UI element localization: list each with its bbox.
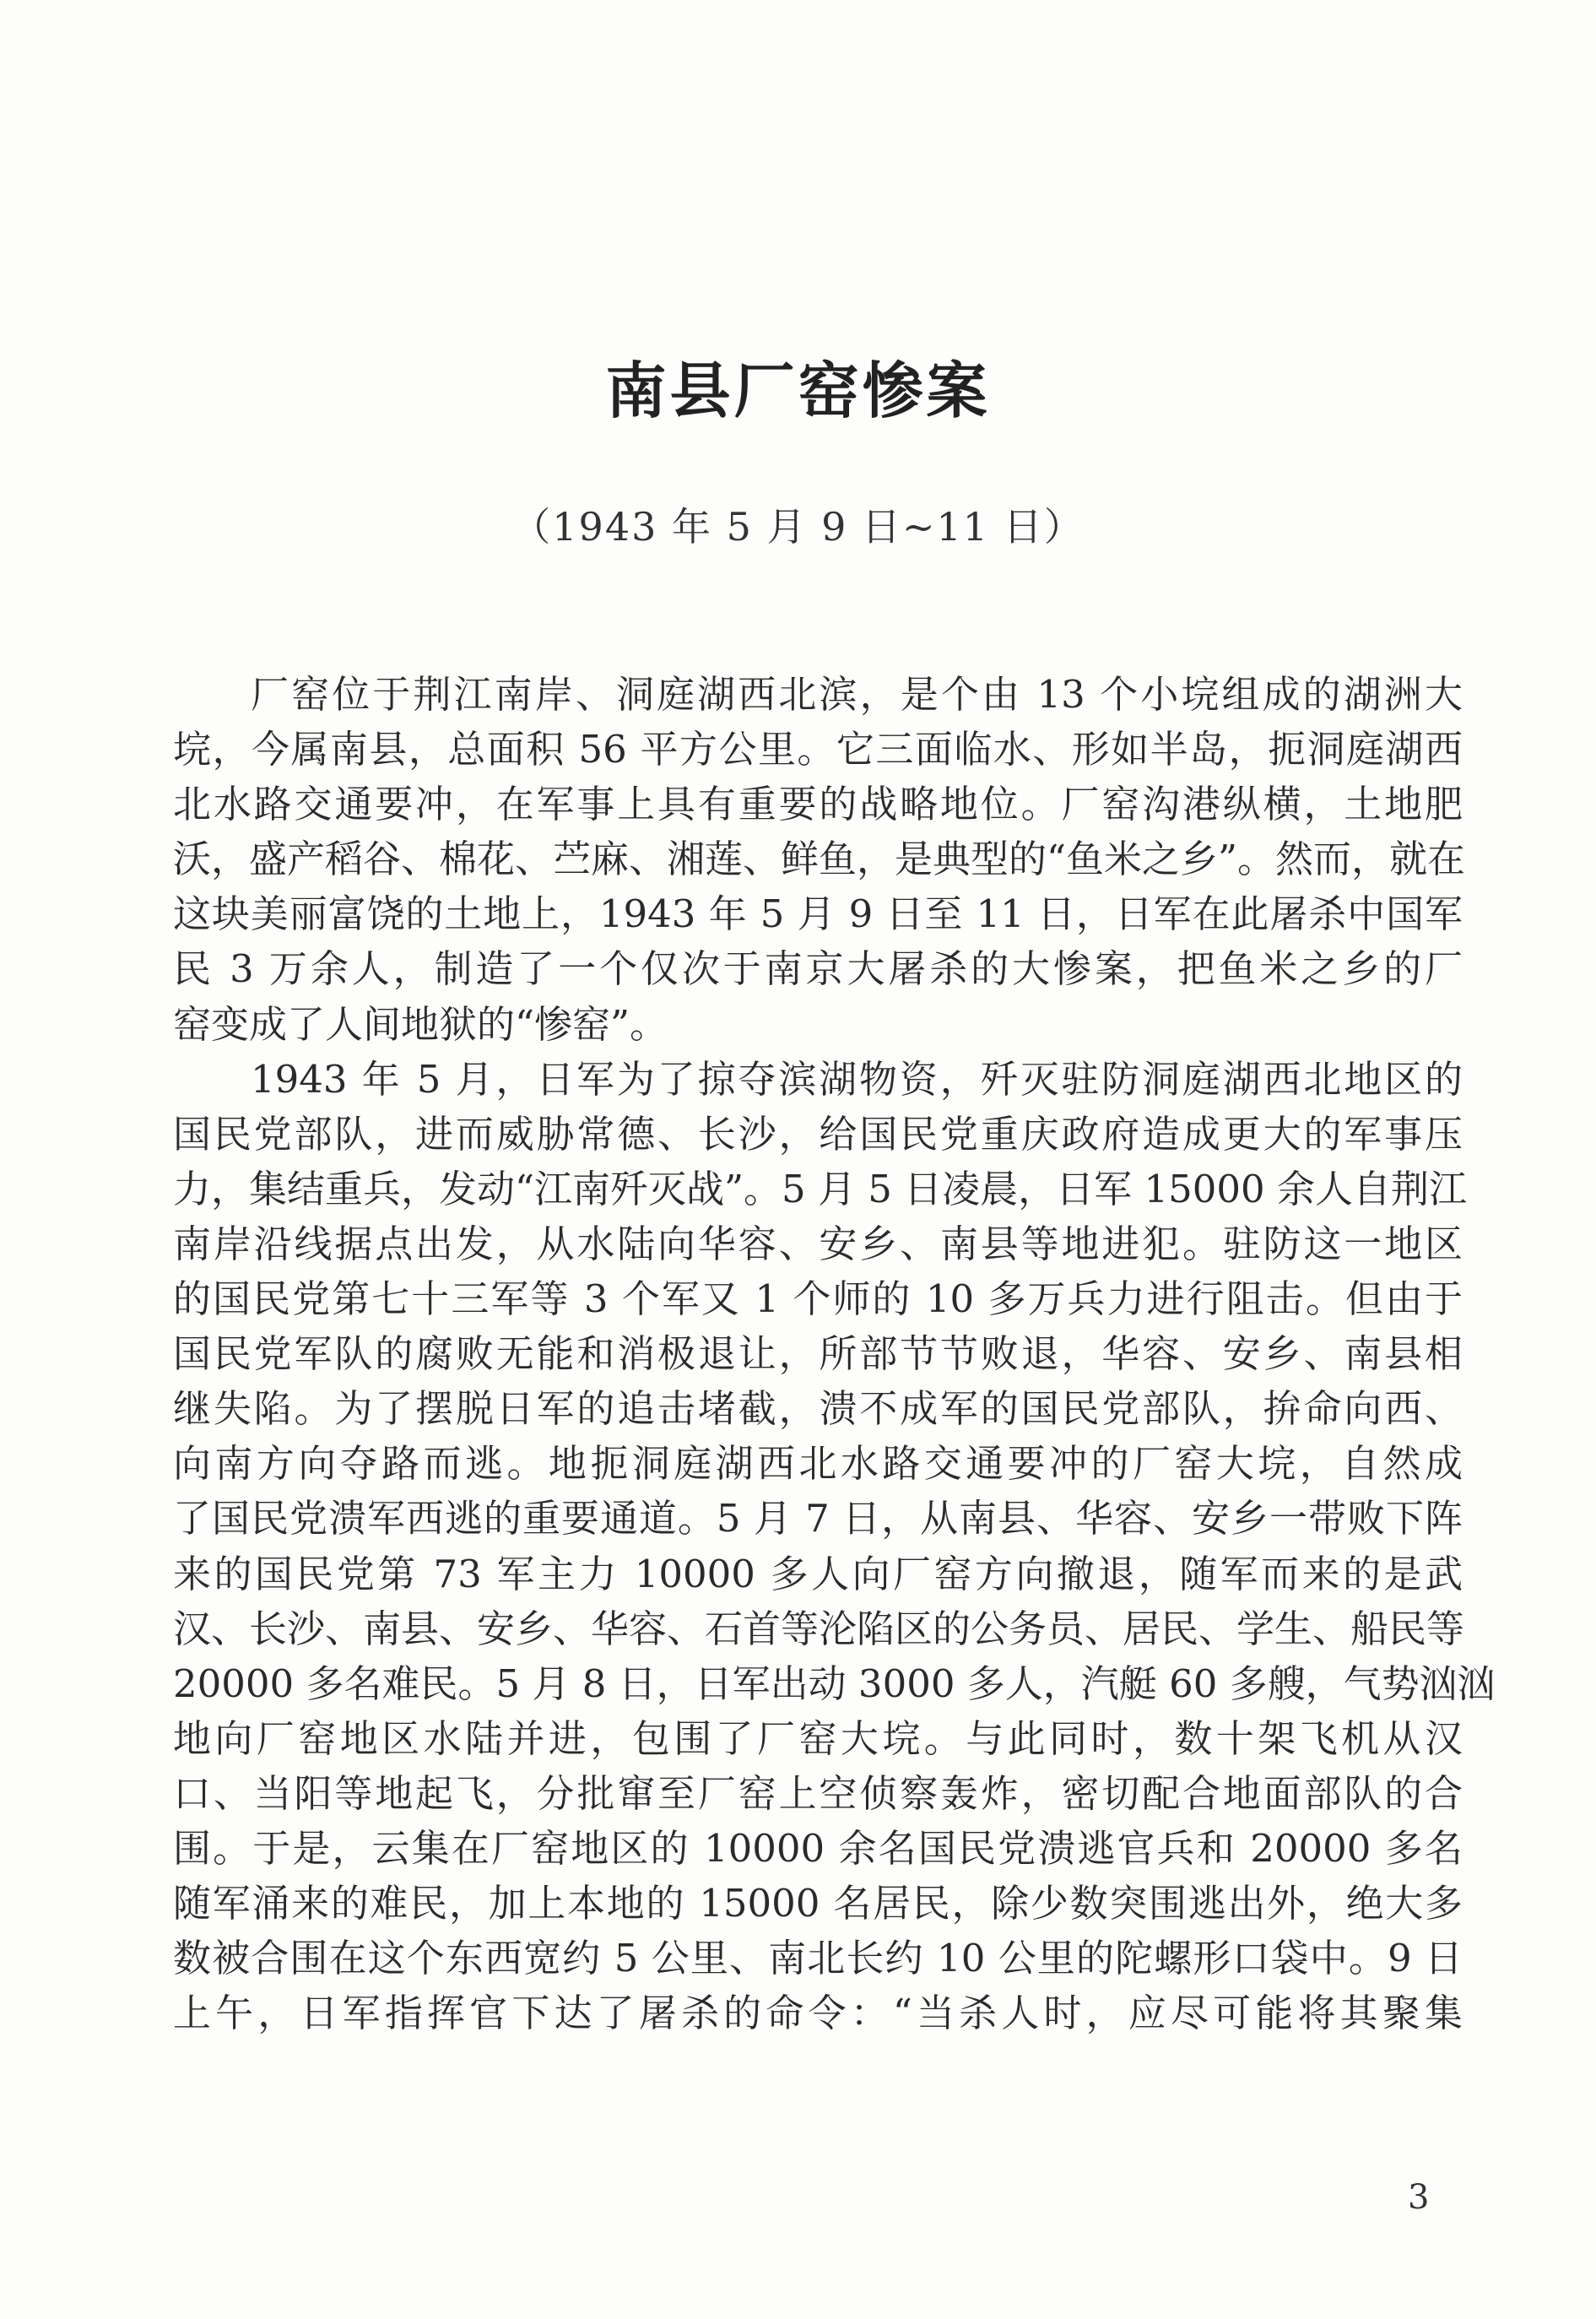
text-line: 了国民党溃军西逃的重要通道。5 月 7 日，从南县、华容、安乡一带败下阵	[173, 1496, 1463, 1541]
text-line: 数被合围在这个东西宽约 5 公里、南北长约 10 公里的陀螺形口袋中。9 日	[173, 1936, 1463, 1981]
page-title: 南县厂窑惨案	[605, 355, 991, 426]
text-line: 力，集结重兵，发动“江南歼灭战”。5 月 5 日凌晨，日军 15000 余人自荆江	[173, 1166, 1467, 1211]
text-line: 国民党部队，进而威胁常德、长沙，给国民党重庆政府造成更大的军事压	[173, 1111, 1463, 1157]
text-line: 随军涌来的难民，加上本地的 15000 名居民，除少数突围逃出外，绝大多	[173, 1881, 1463, 1926]
text-line: 沃，盛产稻谷、棉花、苎麻、湘莲、鲜鱼，是典型的“鱼米之乡”。然而，就在	[173, 837, 1466, 882]
text-line: 上午，日军指挥官下达了屠杀的命令：“当杀人时，应尽可能将其聚集	[173, 1991, 1463, 2036]
text-line: 的国民党第七十三军等 3 个军又 1 个师的 10 多万兵力进行阻击。但由于	[173, 1276, 1463, 1322]
text-line: 北水路交通要冲，在军事上具有重要的战略地位。厂窑沟港纵横，土地肥	[173, 782, 1463, 827]
text-line: 来的国民党第 73 军主力 10000 多人向厂窑方向撤退，随军而来的是武	[173, 1551, 1463, 1596]
text-line: 垸，今属南县，总面积 56 平方公里。它三面临水、形如半岛，扼洞庭湖西	[173, 727, 1463, 772]
date-subtitle: （1943 年 5 月 9 日~11 日）	[511, 504, 1085, 550]
text-line: 汉、长沙、南县、安乡、华容、石首等沦陷区的公务员、居民、学生、船民等	[173, 1606, 1465, 1651]
paragraph	[173, 667, 1466, 1052]
text-line: 围。于是，云集在厂窑地区的 10000 余名国民党溃逃官兵和 20000 多名	[173, 1825, 1463, 1871]
text-line: 1943 年 5 月，日军为了掠夺滨湖物资，歼灭驻防洞庭湖西北地区的	[251, 1056, 1463, 1102]
text-line: 20000 多名难民。5 月 8 日，日军出动 3000 多人，汽艇 60 多艘，气势汹汹	[173, 1661, 1496, 1706]
text-line: 这块美丽富饶的土地上，1943 年 5 月 9 日至 11 日，日军在此屠杀中国军	[173, 891, 1463, 937]
text-line: 继失陷。为了摆脱日军的追击堵截，溃不成军的国民党部队，拚命向西、	[173, 1386, 1463, 1432]
text-line: 口、当阳等地起飞，分批窜至厂窑上空侦察轰炸，密切配合地面部队的合	[173, 1770, 1463, 1816]
paragraph	[173, 1052, 1496, 2041]
text-line: 民 3 万余人，制造了一个仅次于南京大屠杀的大惨案，把鱼米之乡的厂	[173, 946, 1463, 992]
text-line: 南岸沿线据点出发，从水陆向华容、安乡、南县等地进犯。驻防这一地区	[173, 1221, 1463, 1266]
text-line: 向南方向夺路而逃。地扼洞庭湖西北水路交通要冲的厂窑大垸，自然成	[173, 1441, 1463, 1487]
text-line: 窑变成了人间地狱的“惨窑”。	[173, 1001, 668, 1047]
page-number: 3	[1408, 2178, 1430, 2217]
text-line: 国民党军队的腐败无能和消极退让，所部节节败退，华容、安乡、南县相	[173, 1331, 1463, 1377]
text-line: 地向厂窑地区水陆并进，包围了厂窑大垸。与此同时，数十架飞机从汉	[173, 1715, 1463, 1761]
body-text	[173, 667, 1496, 2040]
text-line: 厂窑位于荆江南岸、洞庭湖西北滨，是个由 13 个小垸组成的湖洲大	[251, 672, 1463, 717]
